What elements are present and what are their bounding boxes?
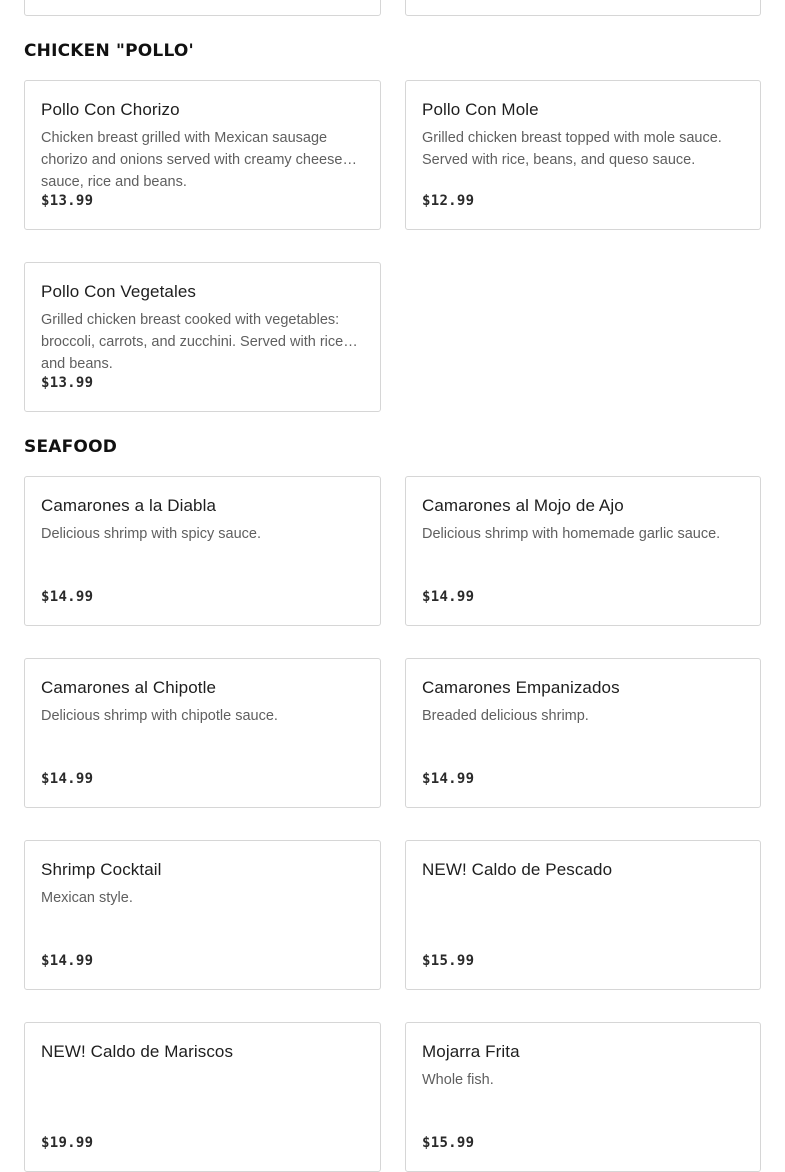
menu-item-name: NEW! Caldo de Pescado (422, 860, 613, 879)
menu-item-description: Delicious shrimp with chipotle sauce. (41, 708, 278, 724)
menu-item-price: $14.99 (41, 589, 94, 605)
section-title-seafood: SEAFOOD (24, 437, 118, 457)
menu-item-description: Whole fish. (422, 1072, 494, 1088)
section-title-chicken: CHICKEN "POLLO' (24, 41, 194, 61)
menu-item-card[interactable] (405, 658, 761, 808)
menu-item-description: Mexican style. (41, 890, 133, 906)
menu-item-price: $15.99 (422, 1135, 475, 1151)
menu-item-description: Breaded delicious shrimp. (422, 708, 589, 724)
menu-item-card[interactable] (405, 1022, 761, 1172)
menu-item-name: Camarones a la Diabla (41, 496, 217, 515)
menu-item-description (41, 1069, 364, 1113)
menu-item-price: $14.99 (41, 771, 94, 787)
menu-item-price: $19.99 (41, 1135, 94, 1151)
menu-item-name: Camarones Empanizados (422, 678, 620, 697)
menu-item-description (422, 887, 744, 931)
menu-item-card[interactable] (24, 80, 381, 230)
menu-item-name: Pollo Con Mole (422, 100, 539, 119)
menu-item-card[interactable] (24, 476, 381, 626)
menu-item-name: Camarones al Chipotle (41, 678, 217, 697)
menu-item-name: Camarones al Mojo de Ajo (422, 496, 624, 515)
menu-item-description: Delicious shrimp with homemade garlic sauce. (422, 526, 721, 542)
menu-item-description: Chicken breast grilled with Mexican sausage chorizo and onions served with creamy cheese sauce, rice and beans. (41, 130, 343, 190)
menu-item-price: $13.99 (41, 193, 94, 209)
menu-item-card[interactable] (24, 1022, 381, 1172)
menu-item-card[interactable] (24, 840, 381, 990)
menu-item-price: $14.99 (422, 589, 475, 605)
menu-item-price: $13.99 (41, 375, 94, 391)
menu-item-card[interactable] (24, 262, 381, 412)
menu-item-description: Grilled chicken breast cooked with vegetables: broccoli, carrots, and zucchini. Served with rice and beans. (41, 312, 344, 372)
menu-item-card[interactable] (24, 658, 381, 808)
menu-item-name: Pollo Con Vegetales (41, 282, 197, 301)
menu-item-description: Delicious shrimp with spicy sauce. (41, 526, 261, 542)
menu-item-card[interactable] (405, 476, 761, 626)
menu-item-price: $12.99 (422, 193, 475, 209)
menu-item-price: $14.99 (41, 953, 94, 969)
menu-item-name: Mojarra Frita (422, 1042, 520, 1061)
menu-item-card[interactable] (405, 840, 761, 990)
menu-item-price: $15.99 (422, 953, 475, 969)
menu-item-card-partial[interactable] (405, 0, 761, 16)
menu-item-card-partial[interactable] (24, 0, 381, 16)
menu-item-name: Shrimp Cocktail (41, 860, 162, 879)
menu-item-description: Grilled chicken breast topped with mole sauce. Served with rice, beans, and queso sauce. (422, 130, 722, 168)
menu-item-card[interactable] (405, 80, 761, 230)
menu-item-price: $14.99 (422, 771, 475, 787)
menu-item-name: NEW! Caldo de Mariscos (41, 1042, 234, 1061)
menu-item-name: Pollo Con Chorizo (41, 100, 180, 119)
